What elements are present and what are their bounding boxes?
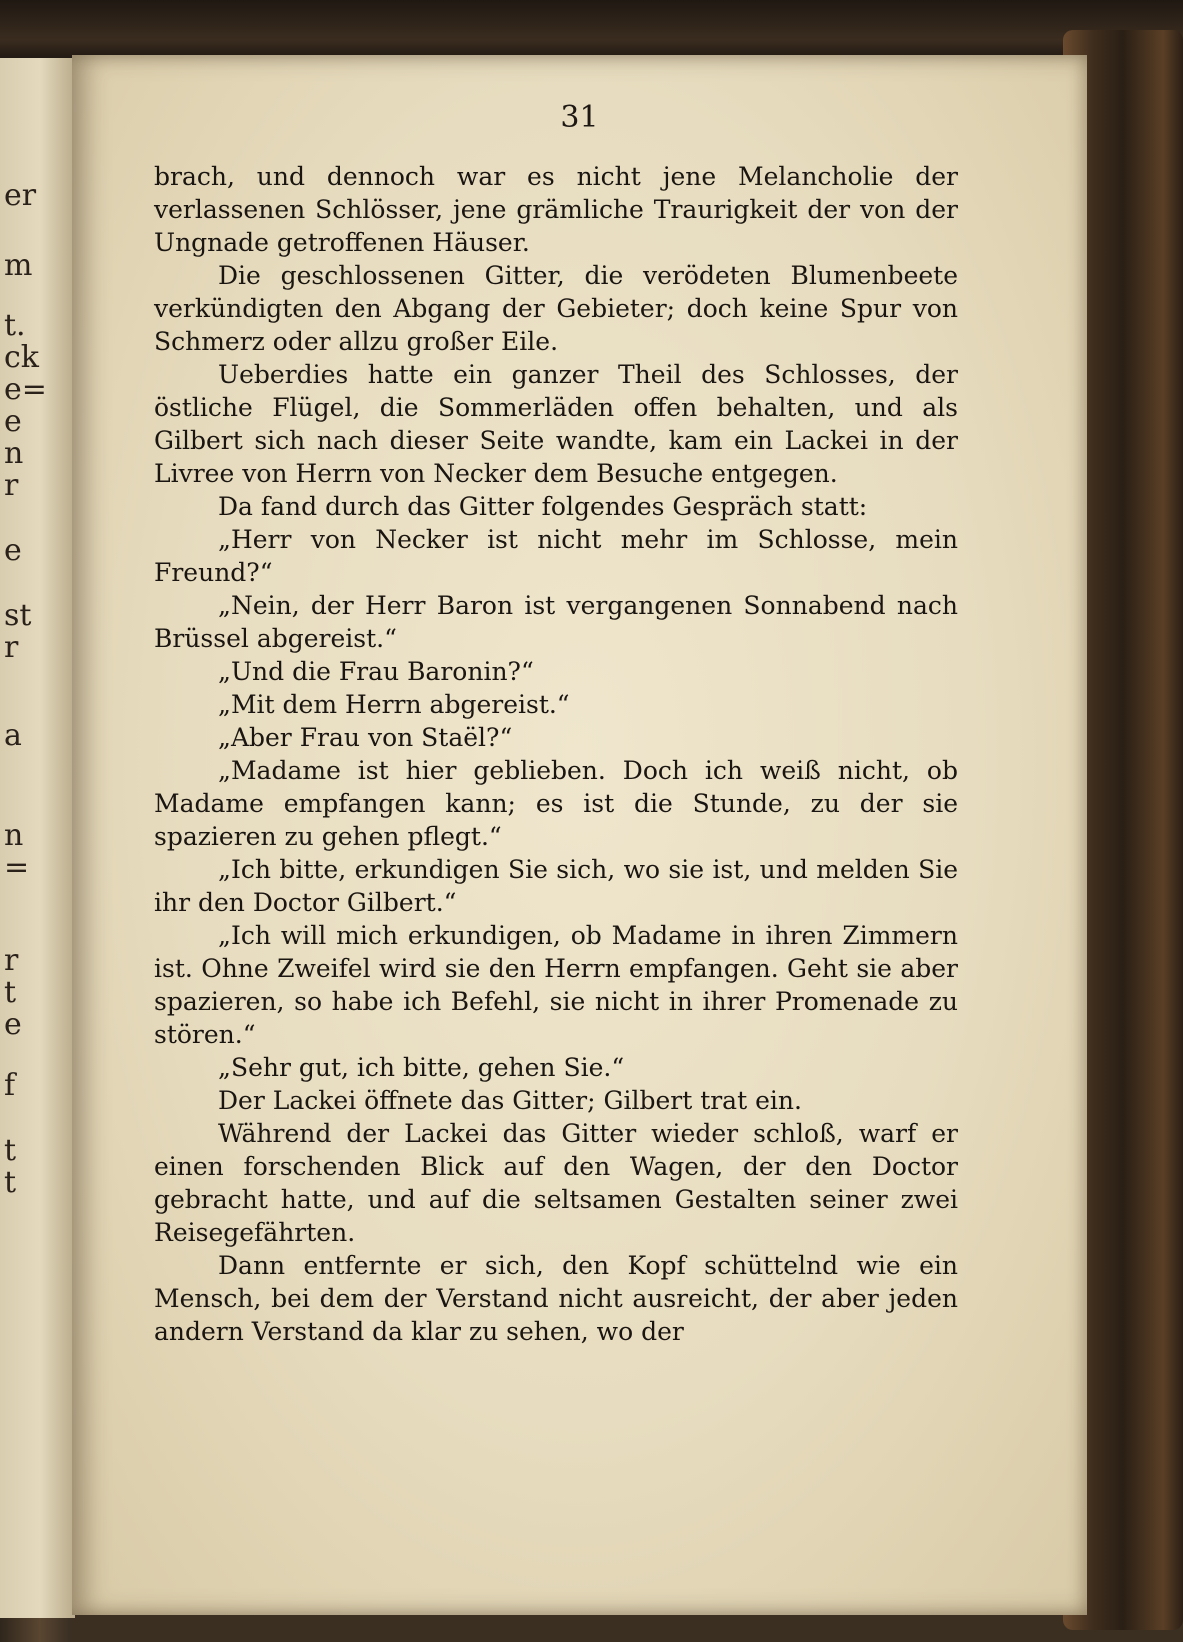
paragraph: Dann entfernte er sich, den Kopf schüttelnd wie ein Mensch, bei dem der Verstand nicht ausreicht, der aber jeden andern Verstand da klar zu sehen, wo der bbox=[154, 1251, 958, 1346]
prev-page-fragment: m bbox=[4, 248, 33, 283]
prev-page-fragment: ck bbox=[4, 340, 39, 375]
book-page bbox=[72, 55, 1087, 1615]
prev-page-fragment: r bbox=[4, 630, 19, 665]
paragraph: Da fand durch das Gitter folgendes Gespräch statt: bbox=[218, 492, 868, 521]
prev-page-fragment: er bbox=[4, 178, 37, 213]
prev-page-fragment: e bbox=[4, 404, 22, 439]
previous-page-edge bbox=[0, 58, 75, 1618]
book-cover-top bbox=[0, 0, 1183, 60]
paragraph: Der Lackei öffnete das Gitter; Gilbert trat ein. bbox=[218, 1086, 802, 1115]
paragraph: Ueberdies hatte ein ganzer Theil des Schlosses, der östliche Flügel, die Sommerläden offen behalten, und als Gilbert sich nach dieser Seite wandte, kam ein Lackei in der Livree von Herrn von Necker dem Besuche entgegen. bbox=[154, 360, 958, 488]
dialogue-line: „Sehr gut, ich bitte, gehen Sie.“ bbox=[218, 1053, 625, 1082]
dialogue-line: „Herr von Necker ist nicht mehr im Schlosse, mein Freund?“ bbox=[154, 525, 958, 587]
paragraph: Die geschlossenen Gitter, die verödeten Blumenbeete verkündigten den Abgang der Gebieter; doch keine Spur von Schmerz oder allzu großer Eile. bbox=[154, 261, 958, 356]
prev-page-fragment: t. bbox=[4, 308, 26, 343]
prev-page-fragment: t bbox=[4, 1133, 17, 1168]
dialogue-line: „Nein, der Herr Baron ist vergangenen Sonnabend nach Brüssel abgereist.“ bbox=[154, 591, 958, 653]
prev-page-fragment: t bbox=[4, 1165, 17, 1200]
prev-page-fragment: = bbox=[4, 850, 30, 885]
page-text bbox=[154, 160, 958, 1348]
prev-page-fragment: n bbox=[4, 818, 24, 853]
dialogue-line: „Madame ist hier geblieben. Doch ich weiß nicht, ob Madame empfangen kann; es ist die Stunde, zu der sie spazieren zu gehen pflegt.“ bbox=[154, 756, 958, 851]
prev-page-fragment: st bbox=[4, 598, 32, 633]
dialogue-line: „Mit dem Herrn abgereist.“ bbox=[218, 690, 570, 719]
prev-page-fragment: t bbox=[4, 975, 17, 1010]
prev-page-fragment: n bbox=[4, 436, 24, 471]
page-number: 31 bbox=[560, 100, 599, 135]
prev-page-fragment: r bbox=[4, 468, 19, 503]
dialogue-line: „Ich will mich erkundigen, ob Madame in ihren Zimmern ist. Ohne Zweifel wird sie den Herrn empfangen. Geht sie aber spazieren, so habe ich Befehl, sie nicht in ihrer Promenade zu stören.“ bbox=[154, 921, 958, 1049]
prev-page-fragment: a bbox=[4, 718, 22, 753]
dialogue-line: „Und die Frau Baronin?“ bbox=[218, 657, 534, 686]
prev-page-fragment: f bbox=[4, 1068, 16, 1103]
prev-page-fragment: e= bbox=[4, 372, 47, 407]
prev-page-fragment: e bbox=[4, 533, 22, 568]
paragraph: brach, und dennoch war es nicht jene Melancholie der verlassenen Schlösser, jene grämliche Traurigkeit der von der Ungnade getroffenen Häuser. bbox=[154, 162, 958, 257]
prev-page-fragment: r bbox=[4, 943, 19, 978]
prev-page-fragment: e bbox=[4, 1007, 22, 1042]
dialogue-line: „Ich bitte, erkundigen Sie sich, wo sie ist, und melden Sie ihr den Doctor Gilbert.“ bbox=[154, 855, 958, 917]
paragraph: Während der Lackei das Gitter wieder schloß, warf er einen forschenden Blick auf den Wagen, der den Doctor gebracht hatte, und auf die seltsamen Gestalten seiner zwei Reisegefährten. bbox=[154, 1119, 958, 1247]
dialogue-line: „Aber Frau von Staël?“ bbox=[218, 723, 513, 752]
